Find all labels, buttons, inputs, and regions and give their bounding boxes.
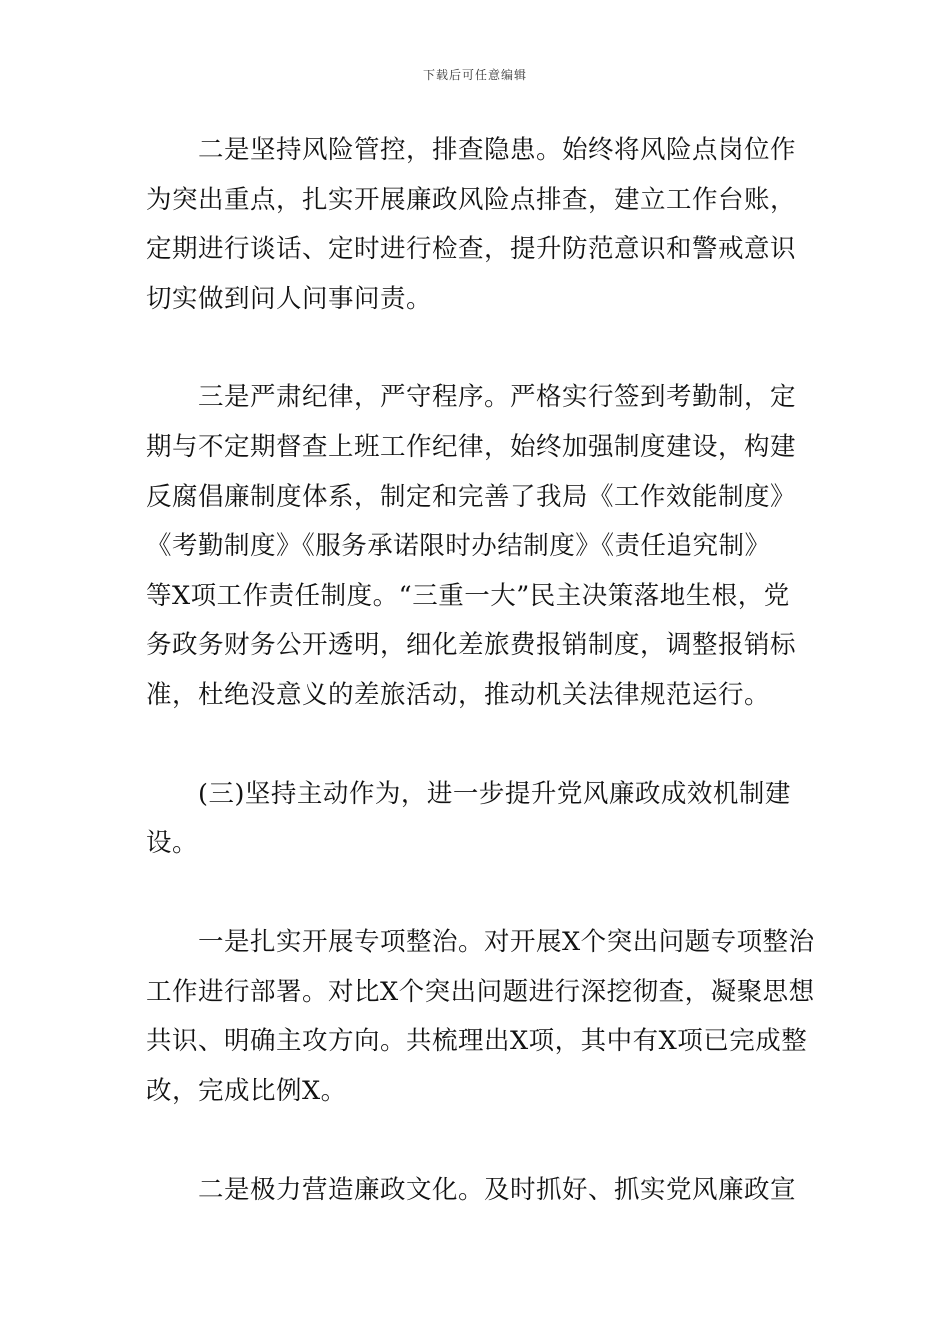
paragraph-line: 准，杜绝没意义的差旅活动，推动机关法律规范运行。 bbox=[146, 680, 771, 710]
paragraph-line: 为突出重点，扎实开展廉政风险点排查，建立工作台账， bbox=[146, 185, 797, 215]
paragraph-line: 工作进行部署。对比X个突出问题进行深挖彻查，凝聚思想 bbox=[146, 977, 815, 1007]
paragraph-line: 改，完成比例X。 bbox=[146, 1076, 347, 1106]
paragraph-line: 期与不定期督查上班工作纪律，始终加强制度建设，构建 bbox=[146, 432, 797, 462]
section-heading-line: 设。 bbox=[146, 828, 199, 858]
paragraph-line: 三是严肃纪律，严守程序。严格实行签到考勤制，定 bbox=[198, 382, 797, 412]
paragraph-line: 等X项工作责任制度。“三重一大”民主决策落地生根，党 bbox=[146, 581, 790, 611]
paragraph-line: 二是极力营造廉政文化。及时抓好、抓实党风廉政宣 bbox=[198, 1175, 797, 1205]
paragraph-line: 二是坚持风险管控，排查隐患。始终将风险点岗位作 bbox=[198, 135, 797, 165]
paragraph-line: 《考勤制度》《服务承诺限时办结制度》《责任追究制》 bbox=[146, 531, 771, 561]
section-heading-line: (三)坚持主动作为，进一步提升党风廉政成效机制建 bbox=[198, 779, 791, 809]
paragraph-line: 共识、明确主攻方向。共梳理出X项，其中有X项已完成整 bbox=[146, 1026, 808, 1056]
header-note: 下载后可任意编辑 bbox=[422, 68, 527, 82]
paragraph-line: 务政务财务公开透明，细化差旅费报销制度，调整报销标 bbox=[146, 630, 797, 660]
paragraph-line: 反腐倡廉制度体系，制定和完善了我局《工作效能制度》 bbox=[146, 482, 797, 512]
paragraph-line: 一是扎实开展专项整治。对开展X个突出问题专项整治 bbox=[198, 927, 815, 957]
paragraph-line: 定期进行谈话、定时进行检查，提升防范意识和警戒意识 bbox=[146, 234, 797, 264]
paragraph-line: 切实做到问人问事问责。 bbox=[146, 284, 433, 314]
